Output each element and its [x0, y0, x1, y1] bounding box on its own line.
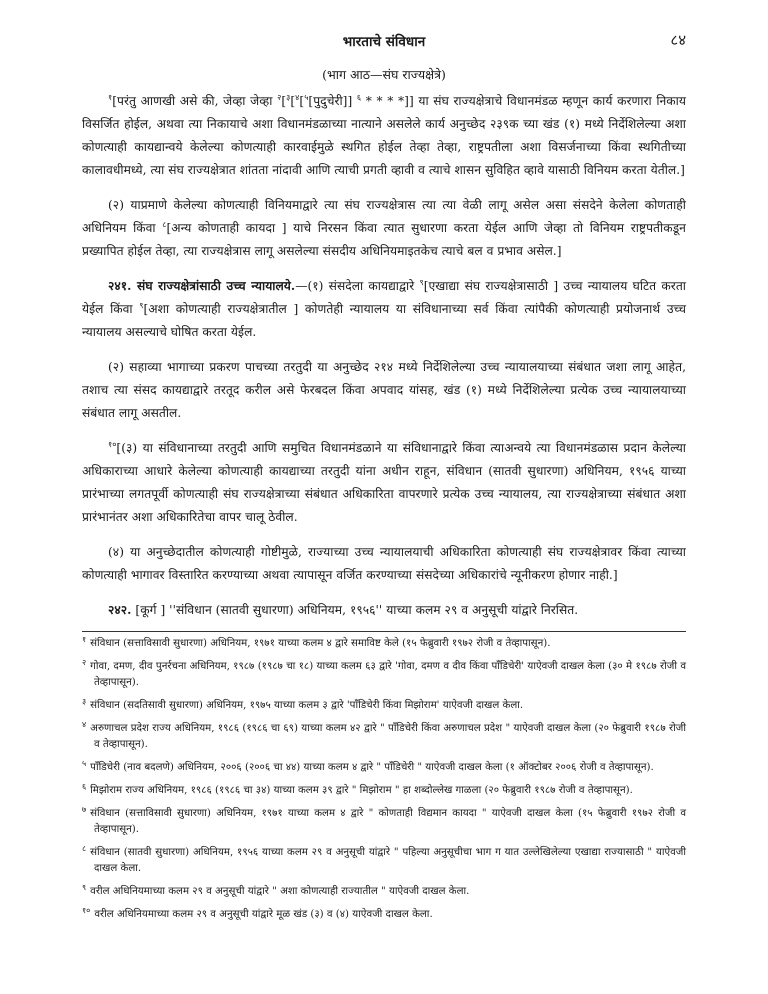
footnote-item: $^५$ पाँडिचेरी (नाव बदलणे) अधिनियम, २००६ (२००६ चा ४४) याच्या कलम ४ द्वारे " पाँडिचेरी " याऐवजी दाखल केला (१ ऑक्टोबर २००६ रोजी व तेव्हापासून).: [82, 758, 654, 773]
article-241-clause-3: $^{१०}$[(३) या संविधानाच्या तरतुदी आणि समुचित विधानमंडळाने या संविधानाद्वारे किंवा त्याअन्वये त्या विधानमंडळास प्रदान केलेल्या अधिकाराच्या आधारे केलेल्या कोणत्याही कायद्याच्या तरतुदी यांना अधीन राहून, संविधान (सातवी सुधारणा) अधिनियम, १९५६ याच्या प्रारंभाच्या लगतपूर्वी कोणत्याही संघ राज्यक्षेत्राच्या संबंधात अधिकारिता वापरणारे प्रत्येक उच्च न्यायालय, त्या राज्यक्षेत्राच्या संबंधात अशा प्रारंभानंतर अशा अधिकारितेचा वापर चालू ठेवील.: [82, 439, 686, 524]
article-241-clause-4: (४) या अनुच्छेदातील कोणत्याही गोष्टीमुळे, राज्याच्या उच्च न्यायालयाची अधिकारिता कोणत्याही संघ राज्यक्षेत्रावर किंवा त्याच्या कोणत्याही भागावर विस्तारित करण्याच्या अथवा त्यापासून वर्जित करण्याच्या संसदेच्या अधिकारांचे न्यूनीकरण होणार नाही.]: [82, 545, 686, 582]
footnote-item: $^९$ वरील अधिनियमाच्या कलम २९ व अनुसूची यांद्वारे " अशा कोणत्याही राज्यातील " याऐवजी दाखल केला.: [82, 882, 470, 897]
footnote-item: $^६$ मिझोराम राज्य अधिनियम, १९८६ (१९८६ चा ३४) याच्या कलम ३९ द्वारे " मिझोराम " हा शब्दोल्लेख गाळला (२० फेब्रुवारी १९८७ रोजी व तेव्हापासून).: [82, 781, 633, 796]
article-241-heading: २४१. संघ राज्यक्षेत्रांसाठी उच्च न्यायालये.: [108, 279, 296, 293]
article-242-heading: २४२.: [108, 603, 132, 617]
footnote-item: $^३$ संविधान (सदतिसावी सुधारणा) अधिनियम, १९७५ याच्या कलम ३ द्वारे 'पाँडिचेरी किंवा मिझोराम' याऐवजी दाखल केला.: [82, 696, 524, 711]
footnote-item: $^७$ संविधान (सत्ताविसावी सुधारणा) अधिनियम, १९७१ याच्या कलम ४ द्वारे " कोणताही विद्यमान कायदा " याऐवजी दाखल केला (१५ फेब्रुवारी १९७२ रोजी व तेव्हापासून).: [82, 804, 686, 835]
article-241-clause-2: (२) सहाव्या भागाच्या प्रकरण पाचच्या तरतुदी या अनुच्छेद २१४ मध्ये निर्देशिलेल्या उच्च न्यायालयाच्या संबंधात जशा लागू आहेत, तशाच त्या संसद कायद्याद्वारे तरतूद करील असे फेरबदल किंवा अपवाद यांसह, खंड (१) मध्ये निर्देशिलेल्या प्रत्येक उच्च न्यायालयाच्या संबंधात लागू असतील.: [82, 360, 686, 420]
document-page: [82, 0, 686, 994]
footnote-item: $^१$ संविधान (सत्ताविसावी सुधारणा) अधिनियम, १९७१ याच्या कलम ४ द्वारे समाविष्ट केले (१५ फेब्रुवारी १९७२ रोजी व तेव्हापासून).: [82, 634, 551, 649]
part-heading: (भाग आठ—संघ राज्यक्षेत्रे): [322, 67, 446, 82]
article-242-paragraph: २४२. [कूर्ग ] ''संविधान (सातवी सुधारणा) अधिनियम, १९५६'' याच्या कलम २९ व अनुसूची यांद्वारे निरसित.: [108, 603, 579, 617]
proviso-paragraph: $^१$[परंतु आणखी असे की, जेव्हा जेव्हा $^२$[$^३$[$^४$[$^५$[पुदुचेरी]] $^६$ * * * *]] या संघ राज्यक्षेत्राचे विधानमंडळ म्हणून कार्य करणारा निकाय विसर्जित होईल, अथवा त्या निकायाचे अशा विधानमंडळाच्या नात्याने असलेले कार्य अनुच्छेद २३९क च्या खंड (१) मध्ये निर्देशिलेल्या अशा कोणत्याही कायद्यान्वये केलेल्या कोणत्याही कारवाईमुळे स्थगित होईल तेव्हा तेव्हा, राष्ट्रपतीला अशा विसर्जनाच्या किंवा स्थगितीच्या कालावधीमध्ये, त्या संघ राज्यक्षेत्रात शांतता नांदावी आणि त्याची प्रगती व्हावी व त्याचे शासन सुविहित व्हावे यासाठी विनियम करता येतील.]: [82, 92, 686, 177]
article-241-paragraph: २४१. संघ राज्यक्षेत्रांसाठी उच्च न्यायालये.—(१) संसदेला कायद्याद्वारे $^९$[एखाद्या संघ राज्यक्षेत्रासाठी ] उच्च न्यायालय घटित करता येईल किंवा $^९$[अशा कोणत्याही राज्यक्षेत्रातील ] कोणतेही न्यायालय या संविधानाच्या सर्व किंवा त्यांपैकी कोणत्याही प्रयोजनार्थ उच्च न्यायालय असल्याचे घोषित करता येईल.: [82, 277, 686, 339]
footnote-item: $^{१०}$ वरील अधिनियमाच्या कलम २९ व अनुसूची यांद्वारे मूळ खंड (३) व (४) याऐवजी दाखल केला.: [82, 905, 433, 920]
page-number: ८४: [670, 31, 686, 49]
article-body: [82, 90, 686, 634]
clause-2-paragraph: (२) याप्रमाणे केलेल्या कोणत्याही विनियमाद्वारे त्या संघ राज्यक्षेत्रास त्या त्या वेळी लागू असेल असा संसदेने केलेला कोणताही अधिनियम किंवा $^८$[अन्य कोणताही कायदा ] याचे निरसन किंवा त्यात सुधारणा करता येईल आणि जेव्हा तो विनियम राष्ट्रपतीकडून प्रख्यापित होईल तेव्हा, त्या राज्यक्षेत्रास लागू असलेल्या संसदीय अधिनियमाइतकेच त्याचे बल व प्रभाव असेल.]: [82, 198, 686, 258]
footnote-item: $^८$ संविधान (सातवी सुधारणा) अधिनियम, १९५६ याच्या कलम २९ व अनुसूची यांद्वारे " पहिल्या अनुसूचीचा भाग ग यात उल्लेखिलेल्या एखाद्या राज्यासाठी " याऐवजी दाखल केला.: [82, 843, 686, 874]
footnote-item: $^४$ अरुणाचल प्रदेश राज्य अधिनियम, १९८६ (१९८६ चा ६९) याच्या कलम ४२ द्वारे " पाँडिचेरी किंवा अरुणाचल प्रदेश " याऐवजी दाखल केला (२० फेब्रुवारी १९८७ रोजी व तेव्हापासून).: [82, 719, 686, 750]
footnote-divider: [82, 631, 686, 632]
footnotes: [82, 636, 686, 930]
page-title: भारताचे संविधान: [342, 34, 426, 50]
footnote-item: $^२$ गोवा, दमण, दीव पुनर्रचना अधिनियम, १९८७ (१९८७ चा १८) याच्या कलम ६३ द्वारे 'गोवा, दमण व दीव किंवा पाँडिचेरी' याऐवजी दाखल केला (३० मे १९८७ रोजी व तेव्हापासून).: [82, 657, 686, 688]
